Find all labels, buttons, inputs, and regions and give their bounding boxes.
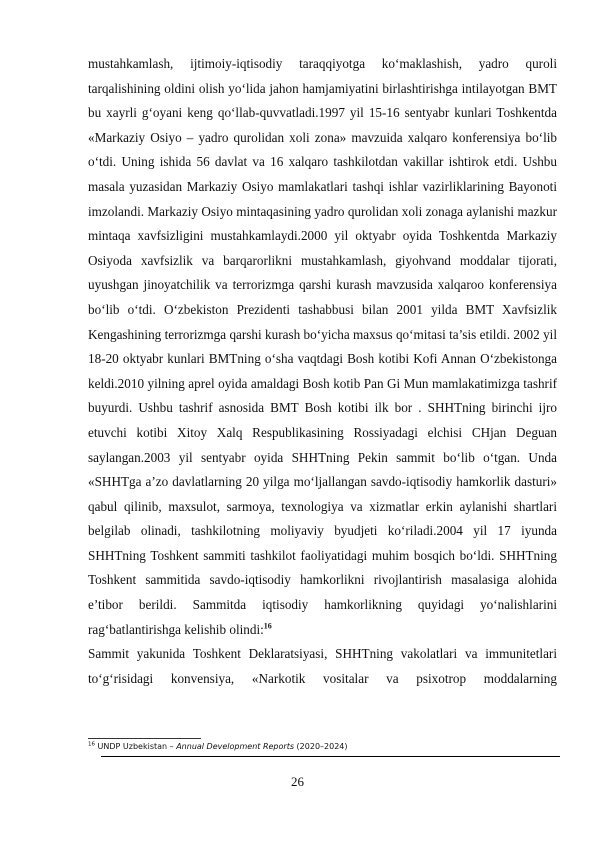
footnote	[88, 742, 348, 752]
paragraph-text: mustahkamlash, ijtimoiy-iqtisodiy taraqqiyotga ko‘maklashish, yadro quroli tarqalishining oldini olish yo‘lida jahon hamjamiyatini birlashtirishga intilayotgan BMT bu xayrli g‘oyani keng qo‘llab-quvvatladi.1997 yil 15-16 sentyabr kunlari Toshkentda «Markaziy Osiyo – yadro qurolidan xoli zona» mavzuida xalqaro konferensiya bo‘lib o‘tdi. Uning ishida 56 davlat va 16 xalqaro tashkilotdan vakillar ishtirok etdi. Ushbu masala yuzasidan Markaziy Osiyo mamlakatlari tashqi ishlar vazirliklarining Bayonoti imzolandi. Markaziy Osiyo mintaqasining yadro qurolidan xoli zonaga aylanishi mazkur mintaqa xavfsizligini mustahkamlaydi.2000 yil oktyabr oyida Toshkentda Markaziy Osiyoda xavfsizlik va barqarorlikni mustahkamlash, giyohvand moddalar tijorati, uyushgan jinoyatchilik va terrorizmga qarshi kurash mavzusida xalqaroo konferensiya bo‘lib o‘tdi. O‘zbekiston Prezidenti tashabbusi bilan 2001 yilda BMT Xavfsizlik Kengashining terrorizmga qarshi kurash bo‘yicha maxsus qo‘mitasi ta’sis etildi. 2002 yil 18-20 oktyabr kunlari BMTning o‘sha vaqtdagi Bosh kotibi Kofi Annan O‘zbekistonga keldi.2010 yilning aprel oyida amaldagi Bosh kotib Pan Gi Mun mamlakatimizga tashrif buyurdi. Ushbu tashrif asnosida BMT Bosh kotibi ilk bor . SHHTning birinchi ijro etuvchi kotibi Xitoy Xalq Respublikasining Rossiyadagi elchisi CHjan Deguan saylangan.2003 yil sentyabr oyida SHHTning Pekin sammit bo‘lib o‘tgan. Unda «SHHTga a’zo davlatlarning 20 yilga mo‘ljallangan savdo-iqtisodiy hamkorlik dasturi» qabul qilinib, maxsulot, sarmoya, texnologiya va xizmatlar erkin aylanishi shartlari belgilab olinadi, tashkilotning moliyaviy byudjeti ko‘riladi.2004 yil 17 iyunda SHHTning Toshkent sammiti tashkilot faoliyatidagi muhim bosqich bo‘ldi. SHHTning Toshkent sammitida savdo-iqtisodiy hamkorlikni rivojlantirish masalasiga alohida e’tibor berildi. Sammitda iqtisodiy hamkorlikning quyidagi yo‘nalishlarini rag‘batlantirishga kelishib olindi:	[88, 56, 557, 637]
paragraph: Sammit yakunida Toshkent Deklaratsiyasi, SHHTning vakolatlari va immunitetlari to‘g‘risidagi konvensiya, «Narkotik vositalar va psixotrop moddalarning	[88, 646, 557, 686]
footnote-separator	[88, 738, 201, 739]
footer-rule	[101, 756, 560, 757]
footnote-title: Annual Development Reports	[176, 742, 294, 751]
footnote-source: UNDP Uzbekistan –	[97, 742, 174, 751]
page-number: 26	[291, 774, 304, 789]
footnote-number: 16	[88, 741, 95, 748]
footnote-reference[interactable]: 16	[263, 621, 272, 631]
footnote-years: (2020–2024)	[296, 742, 348, 751]
paragraph	[88, 52, 557, 642]
main-text	[88, 52, 557, 691]
